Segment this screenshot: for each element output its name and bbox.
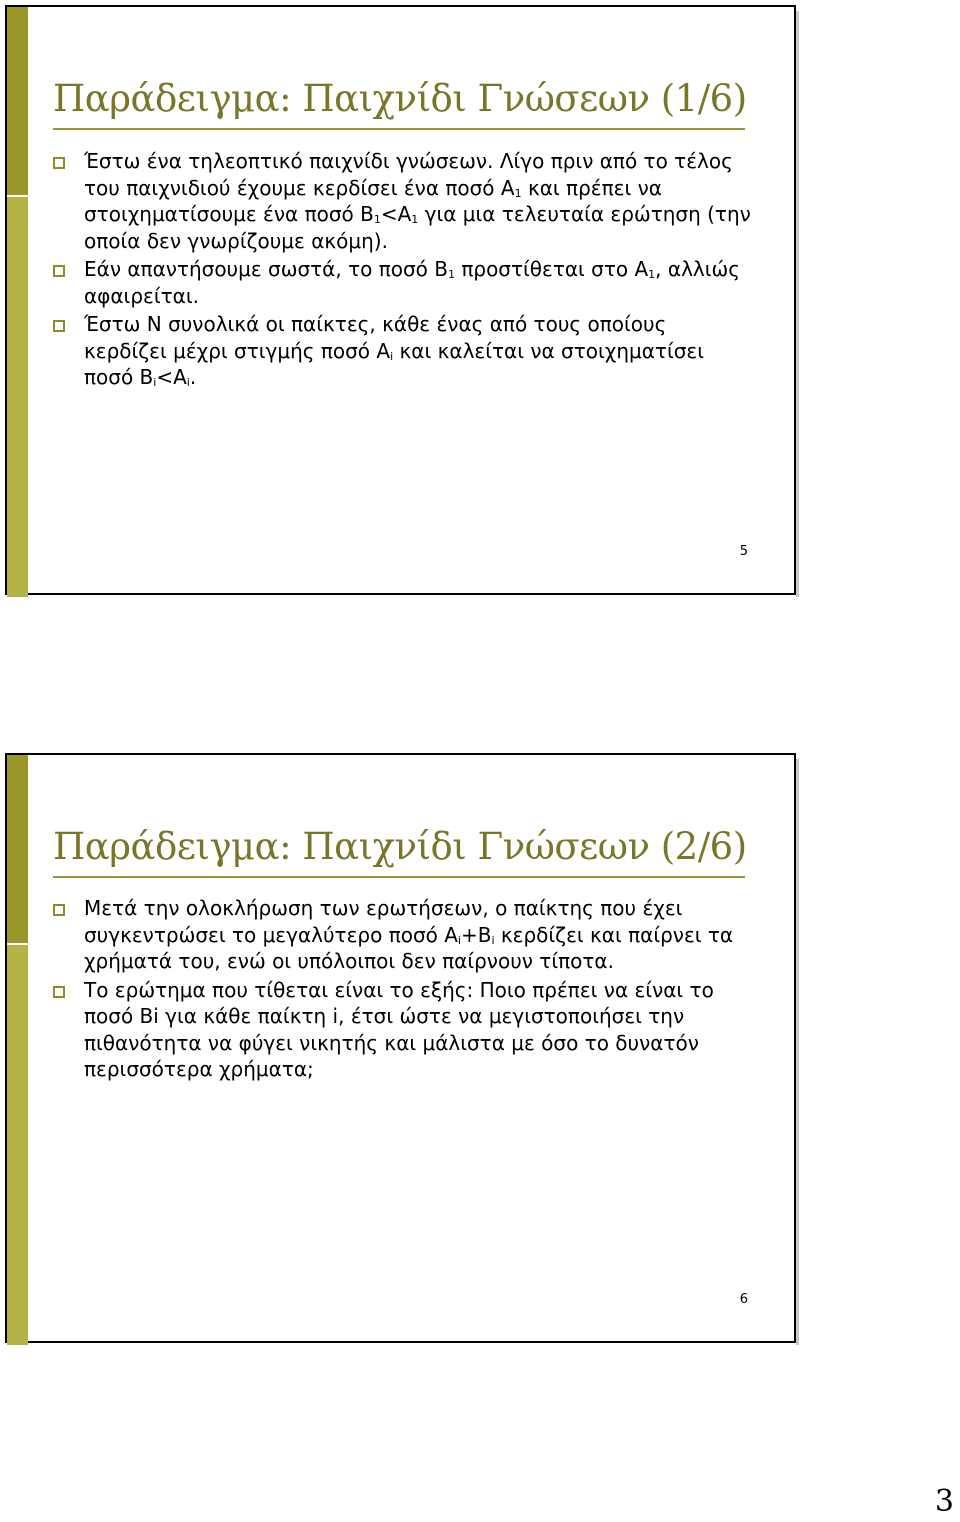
slide-page-number: 6 xyxy=(739,1292,748,1307)
bullet-item xyxy=(52,256,752,309)
square-bullet-icon xyxy=(53,320,65,332)
bullet-text: και πρέπει να στοιχηματίσουμε ένα ποσό Β xyxy=(84,175,662,226)
bullet-text: για μια τελευταία ερώτηση (την οποία δεν γνωρίζουμε ακόμη). xyxy=(84,202,751,253)
slide-page-number: 5 xyxy=(739,544,748,559)
subscript: 1 xyxy=(514,186,522,200)
bullet-item xyxy=(52,311,752,391)
bullet-list xyxy=(52,895,752,1085)
slide-title: Παράδειγμα: Παιχνίδι Γνώσεων (2/6) xyxy=(53,825,747,868)
slide-accent-bar xyxy=(7,7,28,593)
title-divider xyxy=(53,128,745,130)
slide-accent-bar xyxy=(7,755,28,1341)
bullet-text: Εάν απαντήσουμε σωστά, το ποσό Β xyxy=(84,257,448,281)
slide-5 xyxy=(5,5,796,595)
bullet-text: κερδίζει και παίρνει τα χρήματά του, ενώ οι υπόλοιποι δεν παίρνουν τίποτα. xyxy=(84,922,734,973)
bullet-item xyxy=(52,895,752,975)
bullet-text: . xyxy=(189,365,197,389)
slide-6 xyxy=(5,753,796,1343)
subscript: 1 xyxy=(373,213,381,226)
subscript: 1 xyxy=(411,213,419,226)
bullet-text: <Α xyxy=(156,365,187,389)
subscript: i xyxy=(390,349,394,363)
bullet-text: Το ερώτημα που τίθεται είναι το εξής: Ποιο πρέπει να είναι το ποσό Βi για κάθε παίκτη i, έτσι ώστε να μεγιστοποιήσει την πιθανότητα να φύγει νικητής και μάλιστα με όσο το δυνατόν περισσότερα χρήματα; xyxy=(84,977,714,1081)
bullet-text: Μετά την ολοκλήρωση των ερωτήσεων, ο παίκτης που έχει συγκεντρώσει το μεγαλύτερο ποσό Α xyxy=(84,896,683,947)
bullet-text: , αλλιώς αφαιρείται. xyxy=(84,257,740,308)
bullet-item xyxy=(52,977,752,1083)
title-divider xyxy=(53,876,745,878)
square-bullet-icon xyxy=(53,986,65,998)
subscript: 1 xyxy=(447,268,455,281)
slide-title: Παράδειγμα: Παιχνίδι Γνώσεων (1/6) xyxy=(53,77,747,120)
bullet-list xyxy=(52,148,752,393)
bullet-text: Έστω ένα τηλεοπτικό παιχνίδι γνώσεων. Λίγο πριν από το τέλος του παιχνιδιού έχουμε κερδίσει ένα ποσό Α xyxy=(84,149,733,200)
square-bullet-icon xyxy=(53,904,65,916)
bullet-text: προστίθεται στο Α xyxy=(454,257,649,281)
square-bullet-icon xyxy=(53,265,65,277)
bullet-text: <Α xyxy=(380,202,412,226)
subscript: 1 xyxy=(648,268,656,281)
document-page-number: 3 xyxy=(934,1484,954,1519)
subscript: i xyxy=(186,376,190,389)
subscript: i xyxy=(491,933,495,947)
bullet-text: +Β xyxy=(460,922,492,947)
bullet-text: Έστω Ν συνολικά οι παίκτες, κάθε ένας από τους οποίους κερδίζει μέχρι στιγμής ποσό Α xyxy=(84,312,667,363)
square-bullet-icon xyxy=(53,157,65,169)
subscript: i xyxy=(153,376,157,389)
bullet-text: και καλείται να στοιχηματίσει ποσό Β xyxy=(84,338,704,389)
subscript: i xyxy=(457,933,461,947)
bullet-item xyxy=(52,148,752,254)
